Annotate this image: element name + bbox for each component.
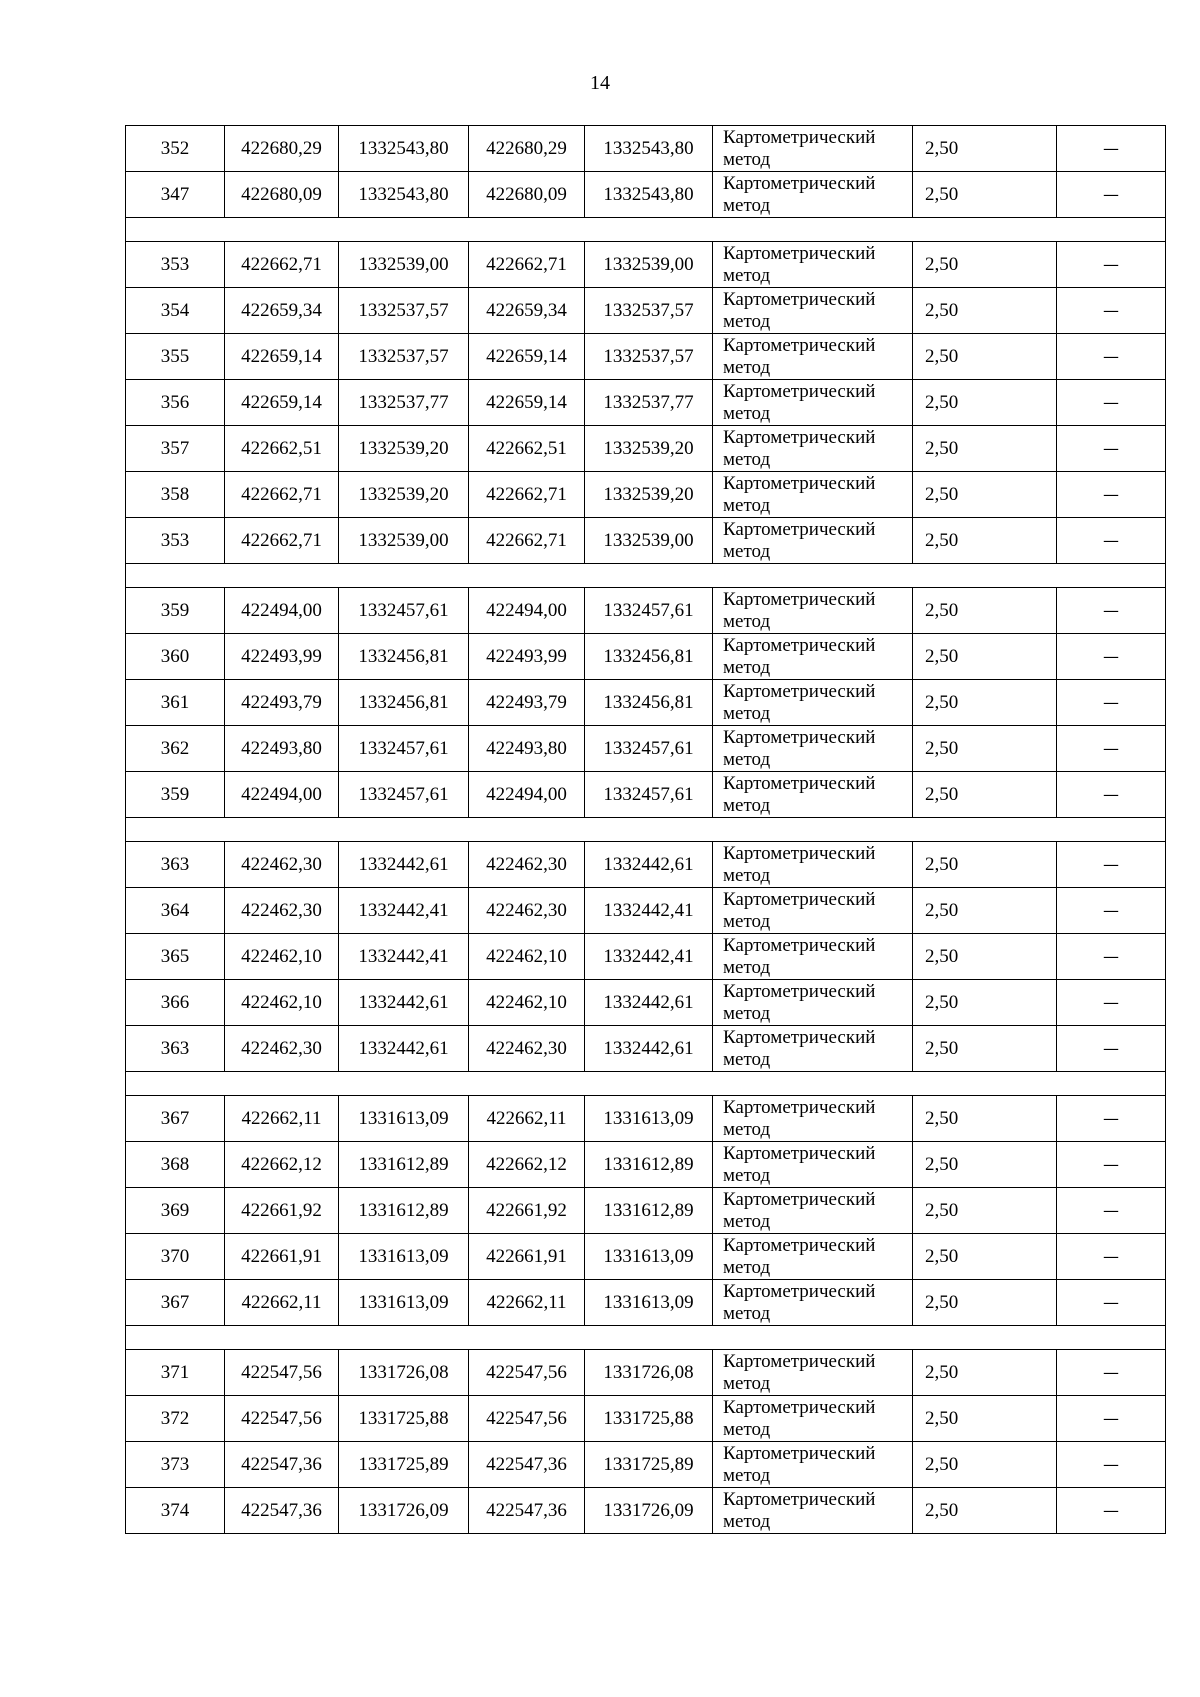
description-cell: — <box>1057 726 1166 772</box>
table-row <box>126 1096 1166 1142</box>
point-number-cell: 363 <box>126 842 225 888</box>
y-new-cell: 1331613,09 <box>585 1280 713 1326</box>
x-new-cell: 422659,14 <box>469 334 585 380</box>
table-row <box>126 1188 1166 1234</box>
y-new-cell: 1332442,41 <box>585 888 713 934</box>
x-new-cell: 422662,12 <box>469 1142 585 1188</box>
method-cell: Картометрический метод <box>713 1188 913 1234</box>
point-number-cell: 371 <box>126 1350 225 1396</box>
table-row <box>126 1280 1166 1326</box>
y-old-cell: 1332442,61 <box>339 1026 469 1072</box>
x-old-cell: 422462,10 <box>225 934 339 980</box>
method-cell: Картометрический метод <box>713 172 913 218</box>
table-row <box>126 1442 1166 1488</box>
table-row <box>126 242 1166 288</box>
method-cell: Картометрический метод <box>713 126 913 172</box>
method-cell: Картометрический метод <box>713 1026 913 1072</box>
y-old-cell: 1332456,81 <box>339 680 469 726</box>
method-cell: Картометрический метод <box>713 934 913 980</box>
x-new-cell: 422493,79 <box>469 680 585 726</box>
method-cell: Картометрический метод <box>713 980 913 1026</box>
table-row <box>126 772 1166 818</box>
x-new-cell: 422680,29 <box>469 126 585 172</box>
description-cell: — <box>1057 1396 1166 1442</box>
x-new-cell: 422493,99 <box>469 634 585 680</box>
point-number-cell: 358 <box>126 472 225 518</box>
x-old-cell: 422462,30 <box>225 888 339 934</box>
point-number-cell: 364 <box>126 888 225 934</box>
method-cell: Картометрический метод <box>713 1350 913 1396</box>
group-separator-row <box>126 218 1166 242</box>
table-row <box>126 588 1166 634</box>
description-cell: — <box>1057 934 1166 980</box>
precision-cell: 2,50 <box>913 888 1057 934</box>
method-cell: Картометрический метод <box>713 888 913 934</box>
precision-cell: 2,50 <box>913 288 1057 334</box>
precision-cell: 2,50 <box>913 1396 1057 1442</box>
y-new-cell: 1332442,61 <box>585 980 713 1026</box>
y-old-cell: 1332543,80 <box>339 126 469 172</box>
point-number-cell: 365 <box>126 934 225 980</box>
description-cell: — <box>1057 172 1166 218</box>
method-cell: Картометрический метод <box>713 588 913 634</box>
x-old-cell: 422494,00 <box>225 588 339 634</box>
description-cell: — <box>1057 1026 1166 1072</box>
table-row <box>126 1142 1166 1188</box>
table-row <box>126 934 1166 980</box>
point-number-cell: 368 <box>126 1142 225 1188</box>
y-new-cell: 1332456,81 <box>585 680 713 726</box>
description-cell: — <box>1057 772 1166 818</box>
table-row <box>126 1234 1166 1280</box>
separator-cell <box>126 1326 1166 1350</box>
separator-cell <box>126 218 1166 242</box>
description-cell: — <box>1057 1488 1166 1534</box>
y-new-cell: 1332442,61 <box>585 842 713 888</box>
method-cell: Картометрический метод <box>713 242 913 288</box>
y-old-cell: 1332539,00 <box>339 518 469 564</box>
x-old-cell: 422662,11 <box>225 1280 339 1326</box>
point-number-cell: 360 <box>126 634 225 680</box>
y-new-cell: 1332457,61 <box>585 772 713 818</box>
page-number: 14 <box>590 72 610 94</box>
point-number-cell: 362 <box>126 726 225 772</box>
y-old-cell: 1332442,61 <box>339 842 469 888</box>
table-row <box>126 1026 1166 1072</box>
method-cell: Картометрический метод <box>713 1442 913 1488</box>
x-new-cell: 422547,56 <box>469 1350 585 1396</box>
group-separator-row <box>126 1072 1166 1096</box>
x-old-cell: 422659,14 <box>225 334 339 380</box>
method-cell: Картометрический метод <box>713 680 913 726</box>
table-body <box>126 126 1166 1534</box>
x-old-cell: 422462,30 <box>225 1026 339 1072</box>
y-old-cell: 1332539,00 <box>339 242 469 288</box>
precision-cell: 2,50 <box>913 380 1057 426</box>
x-old-cell: 422547,56 <box>225 1396 339 1442</box>
point-number-cell: 359 <box>126 772 225 818</box>
x-old-cell: 422662,71 <box>225 472 339 518</box>
y-new-cell: 1332442,41 <box>585 934 713 980</box>
point-number-cell: 372 <box>126 1396 225 1442</box>
point-number-cell: 353 <box>126 518 225 564</box>
y-old-cell: 1332537,77 <box>339 380 469 426</box>
x-new-cell: 422462,10 <box>469 934 585 980</box>
table-row <box>126 126 1166 172</box>
y-old-cell: 1332457,61 <box>339 588 469 634</box>
table-row <box>126 680 1166 726</box>
x-new-cell: 422462,30 <box>469 842 585 888</box>
precision-cell: 2,50 <box>913 772 1057 818</box>
x-new-cell: 422662,71 <box>469 518 585 564</box>
description-cell: — <box>1057 1096 1166 1142</box>
y-old-cell: 1331612,89 <box>339 1142 469 1188</box>
x-old-cell: 422547,56 <box>225 1350 339 1396</box>
x-old-cell: 422493,79 <box>225 680 339 726</box>
precision-cell: 2,50 <box>913 1442 1057 1488</box>
precision-cell: 2,50 <box>913 242 1057 288</box>
y-new-cell: 1331726,08 <box>585 1350 713 1396</box>
x-old-cell: 422662,71 <box>225 242 339 288</box>
method-cell: Картометрический метод <box>713 288 913 334</box>
description-cell: — <box>1057 980 1166 1026</box>
y-new-cell: 1332543,80 <box>585 172 713 218</box>
table-row <box>126 980 1166 1026</box>
y-new-cell: 1332442,61 <box>585 1026 713 1072</box>
y-old-cell: 1331613,09 <box>339 1096 469 1142</box>
point-number-cell: 373 <box>126 1442 225 1488</box>
x-new-cell: 422662,11 <box>469 1096 585 1142</box>
y-old-cell: 1332539,20 <box>339 426 469 472</box>
precision-cell: 2,50 <box>913 334 1057 380</box>
precision-cell: 2,50 <box>913 634 1057 680</box>
point-number-cell: 356 <box>126 380 225 426</box>
description-cell: — <box>1057 1280 1166 1326</box>
table-row <box>126 426 1166 472</box>
method-cell: Картометрический метод <box>713 1096 913 1142</box>
description-cell: — <box>1057 518 1166 564</box>
x-old-cell: 422661,91 <box>225 1234 339 1280</box>
point-number-cell: 361 <box>126 680 225 726</box>
y-old-cell: 1331725,89 <box>339 1442 469 1488</box>
x-new-cell: 422659,34 <box>469 288 585 334</box>
x-old-cell: 422662,12 <box>225 1142 339 1188</box>
x-new-cell: 422661,92 <box>469 1188 585 1234</box>
point-number-cell: 370 <box>126 1234 225 1280</box>
method-cell: Картометрический метод <box>713 334 913 380</box>
table-row <box>126 1350 1166 1396</box>
x-new-cell: 422659,14 <box>469 380 585 426</box>
precision-cell: 2,50 <box>913 1096 1057 1142</box>
y-old-cell: 1332539,20 <box>339 472 469 518</box>
x-new-cell: 422680,09 <box>469 172 585 218</box>
precision-cell: 2,50 <box>913 680 1057 726</box>
separator-cell <box>126 1072 1166 1096</box>
y-new-cell: 1331725,89 <box>585 1442 713 1488</box>
group-separator-row <box>126 564 1166 588</box>
point-number-cell: 357 <box>126 426 225 472</box>
y-old-cell: 1332537,57 <box>339 334 469 380</box>
table-row <box>126 472 1166 518</box>
y-new-cell: 1331612,89 <box>585 1142 713 1188</box>
method-cell: Картометрический метод <box>713 726 913 772</box>
y-new-cell: 1332457,61 <box>585 588 713 634</box>
x-new-cell: 422547,36 <box>469 1488 585 1534</box>
description-cell: — <box>1057 888 1166 934</box>
x-old-cell: 422680,09 <box>225 172 339 218</box>
y-new-cell: 1331726,09 <box>585 1488 713 1534</box>
y-new-cell: 1332539,20 <box>585 426 713 472</box>
precision-cell: 2,50 <box>913 1234 1057 1280</box>
x-old-cell: 422680,29 <box>225 126 339 172</box>
precision-cell: 2,50 <box>913 1488 1057 1534</box>
description-cell: — <box>1057 126 1166 172</box>
description-cell: — <box>1057 1442 1166 1488</box>
point-number-cell: 374 <box>126 1488 225 1534</box>
x-new-cell: 422462,30 <box>469 1026 585 1072</box>
y-new-cell: 1332539,20 <box>585 472 713 518</box>
y-new-cell: 1331725,88 <box>585 1396 713 1442</box>
group-separator-row <box>126 818 1166 842</box>
method-cell: Картометрический метод <box>713 1234 913 1280</box>
x-old-cell: 422662,71 <box>225 518 339 564</box>
x-old-cell: 422462,30 <box>225 842 339 888</box>
y-new-cell: 1331613,09 <box>585 1096 713 1142</box>
y-new-cell: 1332543,80 <box>585 126 713 172</box>
table-row <box>126 1396 1166 1442</box>
precision-cell: 2,50 <box>913 126 1057 172</box>
x-new-cell: 422547,36 <box>469 1442 585 1488</box>
point-number-cell: 352 <box>126 126 225 172</box>
x-old-cell: 422547,36 <box>225 1488 339 1534</box>
y-old-cell: 1332457,61 <box>339 726 469 772</box>
point-number-cell: 363 <box>126 1026 225 1072</box>
y-new-cell: 1332537,77 <box>585 380 713 426</box>
method-cell: Картометрический метод <box>713 842 913 888</box>
y-new-cell: 1332457,61 <box>585 726 713 772</box>
precision-cell: 2,50 <box>913 1280 1057 1326</box>
point-number-cell: 367 <box>126 1280 225 1326</box>
method-cell: Картометрический метод <box>713 380 913 426</box>
method-cell: Картометрический метод <box>713 634 913 680</box>
precision-cell: 2,50 <box>913 1026 1057 1072</box>
point-number-cell: 369 <box>126 1188 225 1234</box>
x-old-cell: 422547,36 <box>225 1442 339 1488</box>
y-new-cell: 1332539,00 <box>585 518 713 564</box>
description-cell: — <box>1057 680 1166 726</box>
description-cell: — <box>1057 472 1166 518</box>
description-cell: — <box>1057 1350 1166 1396</box>
coordinates-table <box>125 125 1166 1534</box>
precision-cell: 2,50 <box>913 518 1057 564</box>
x-old-cell: 422494,00 <box>225 772 339 818</box>
precision-cell: 2,50 <box>913 1350 1057 1396</box>
y-new-cell: 1331612,89 <box>585 1188 713 1234</box>
table-row <box>126 842 1166 888</box>
point-number-cell: 353 <box>126 242 225 288</box>
y-new-cell: 1332537,57 <box>585 334 713 380</box>
x-new-cell: 422662,51 <box>469 426 585 472</box>
y-old-cell: 1331613,09 <box>339 1234 469 1280</box>
precision-cell: 2,50 <box>913 934 1057 980</box>
method-cell: Картометрический метод <box>713 1142 913 1188</box>
table-row <box>126 726 1166 772</box>
y-old-cell: 1332442,41 <box>339 934 469 980</box>
description-cell: — <box>1057 334 1166 380</box>
precision-cell: 2,50 <box>913 172 1057 218</box>
separator-cell <box>126 818 1166 842</box>
y-old-cell: 1331613,09 <box>339 1280 469 1326</box>
description-cell: — <box>1057 1188 1166 1234</box>
point-number-cell: 366 <box>126 980 225 1026</box>
precision-cell: 2,50 <box>913 426 1057 472</box>
table-row <box>126 288 1166 334</box>
y-new-cell: 1331613,09 <box>585 1234 713 1280</box>
x-old-cell: 422661,92 <box>225 1188 339 1234</box>
point-number-cell: 359 <box>126 588 225 634</box>
y-old-cell: 1332456,81 <box>339 634 469 680</box>
description-cell: — <box>1057 288 1166 334</box>
table-row <box>126 634 1166 680</box>
y-old-cell: 1331725,88 <box>339 1396 469 1442</box>
method-cell: Картометрический метод <box>713 1396 913 1442</box>
separator-cell <box>126 564 1166 588</box>
group-separator-row <box>126 1326 1166 1350</box>
description-cell: — <box>1057 1142 1166 1188</box>
y-old-cell: 1332442,61 <box>339 980 469 1026</box>
x-old-cell: 422659,14 <box>225 380 339 426</box>
x-new-cell: 422547,56 <box>469 1396 585 1442</box>
x-new-cell: 422493,80 <box>469 726 585 772</box>
point-number-cell: 355 <box>126 334 225 380</box>
y-new-cell: 1332539,00 <box>585 242 713 288</box>
point-number-cell: 354 <box>126 288 225 334</box>
x-old-cell: 422662,51 <box>225 426 339 472</box>
method-cell: Картометрический метод <box>713 1488 913 1534</box>
x-new-cell: 422462,30 <box>469 888 585 934</box>
description-cell: — <box>1057 426 1166 472</box>
x-new-cell: 422661,91 <box>469 1234 585 1280</box>
method-cell: Картометрический метод <box>713 426 913 472</box>
precision-cell: 2,50 <box>913 588 1057 634</box>
x-old-cell: 422493,99 <box>225 634 339 680</box>
precision-cell: 2,50 <box>913 472 1057 518</box>
y-old-cell: 1332442,41 <box>339 888 469 934</box>
x-old-cell: 422662,11 <box>225 1096 339 1142</box>
point-number-cell: 347 <box>126 172 225 218</box>
y-old-cell: 1332543,80 <box>339 172 469 218</box>
method-cell: Картометрический метод <box>713 772 913 818</box>
description-cell: — <box>1057 242 1166 288</box>
x-new-cell: 422662,71 <box>469 242 585 288</box>
x-old-cell: 422462,10 <box>225 980 339 1026</box>
x-old-cell: 422659,34 <box>225 288 339 334</box>
table-row <box>126 888 1166 934</box>
description-cell: — <box>1057 1234 1166 1280</box>
description-cell: — <box>1057 842 1166 888</box>
precision-cell: 2,50 <box>913 1188 1057 1234</box>
y-old-cell: 1331726,09 <box>339 1488 469 1534</box>
x-new-cell: 422662,71 <box>469 472 585 518</box>
x-new-cell: 422494,00 <box>469 588 585 634</box>
x-new-cell: 422662,11 <box>469 1280 585 1326</box>
table-row <box>126 380 1166 426</box>
table-row <box>126 1488 1166 1534</box>
method-cell: Картометрический метод <box>713 472 913 518</box>
precision-cell: 2,50 <box>913 726 1057 772</box>
y-old-cell: 1331726,08 <box>339 1350 469 1396</box>
precision-cell: 2,50 <box>913 980 1057 1026</box>
x-old-cell: 422493,80 <box>225 726 339 772</box>
description-cell: — <box>1057 380 1166 426</box>
y-old-cell: 1332537,57 <box>339 288 469 334</box>
precision-cell: 2,50 <box>913 1142 1057 1188</box>
y-new-cell: 1332456,81 <box>585 634 713 680</box>
precision-cell: 2,50 <box>913 842 1057 888</box>
method-cell: Картометрический метод <box>713 1280 913 1326</box>
y-new-cell: 1332537,57 <box>585 288 713 334</box>
y-old-cell: 1331612,89 <box>339 1188 469 1234</box>
table-row <box>126 334 1166 380</box>
method-cell: Картометрический метод <box>713 518 913 564</box>
table-row <box>126 172 1166 218</box>
description-cell: — <box>1057 588 1166 634</box>
table-row <box>126 518 1166 564</box>
description-cell: — <box>1057 634 1166 680</box>
x-new-cell: 422462,10 <box>469 980 585 1026</box>
x-new-cell: 422494,00 <box>469 772 585 818</box>
point-number-cell: 367 <box>126 1096 225 1142</box>
y-old-cell: 1332457,61 <box>339 772 469 818</box>
